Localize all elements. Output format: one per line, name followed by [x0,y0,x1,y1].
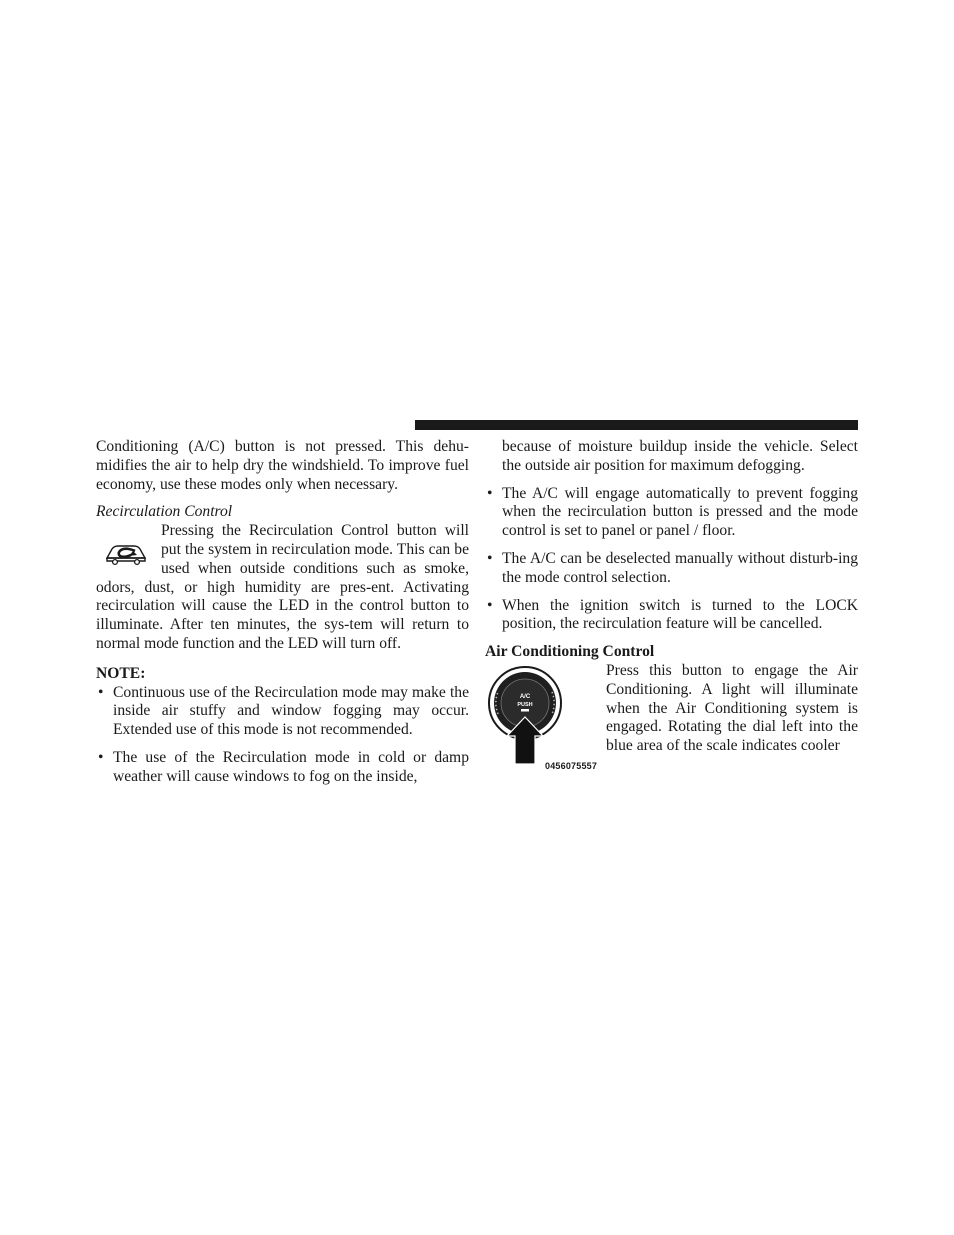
intro-paragraph: Conditioning (A/C) button is not pressed. This dehu-midifies the air to help dry the windshield. To improve fuel economy, use these modes only when necessary. [96,438,469,493]
ac-heading: Air Conditioning Control [485,643,655,661]
ac-paragraph: Press this button to engage the Air Conditioning. A light will illuminate when the Air Conditioning system is engaged. Rotating the dial left into the blue area of the scale indicates cooler [606,661,858,755]
recirculation-icon [96,526,156,578]
list-item: • The A/C will engage automatically to prevent fogging when the recirculation button is pressed and the mode control is set to panel or panel / floor. [485,485,858,541]
ac-dial-icon [485,664,601,764]
ac-dial-figure [485,664,601,776]
dial-led [521,709,529,712]
dial-label-top: A/C [519,693,531,700]
note-label: NOTE: [96,664,146,682]
list-item: • The use of the Recirculation mode in cold or damp weather will cause windows to fog on the inside, [96,749,469,787]
recirculation-bullets [485,485,858,635]
list-item: • The A/C can be deselected manually without disturb-ing the mode control selection. [485,550,858,588]
recirculation-heading: Recirculation Control [96,503,233,521]
image-code: 0456075557 [545,761,598,772]
recirculation-section [96,522,469,654]
list-item: • Continuous use of the Recirculation mode may make the inside air stuffy and window fogging may occur. Extended use of this mode is not recommended. [96,684,469,740]
continuation-paragraph: because of moisture buildup inside the vehicle. Select the outside air position for maximum defogging. [502,438,858,474]
ac-section [485,661,858,772]
right-column [485,438,858,776]
left-column [96,438,469,787]
header-bar [415,420,858,430]
list-item: • When the ignition switch is turned to the LOCK position, the recirculation feature will be cancelled. [485,597,858,635]
note-list [96,684,469,787]
dial-label-bottom: PUSH [517,701,533,708]
recirculation-paragraph: Pressing the Recirculation Control button will put the system in recirculation mode. This can be used when outside conditions such as smoke, odors, dust, or high humidity are pres-ent. Activating recirculation will cause the LED in the control button to illuminate. After ten minutes, the sys-tem will return to normal mode function and the LED will turn off. [96,522,469,652]
